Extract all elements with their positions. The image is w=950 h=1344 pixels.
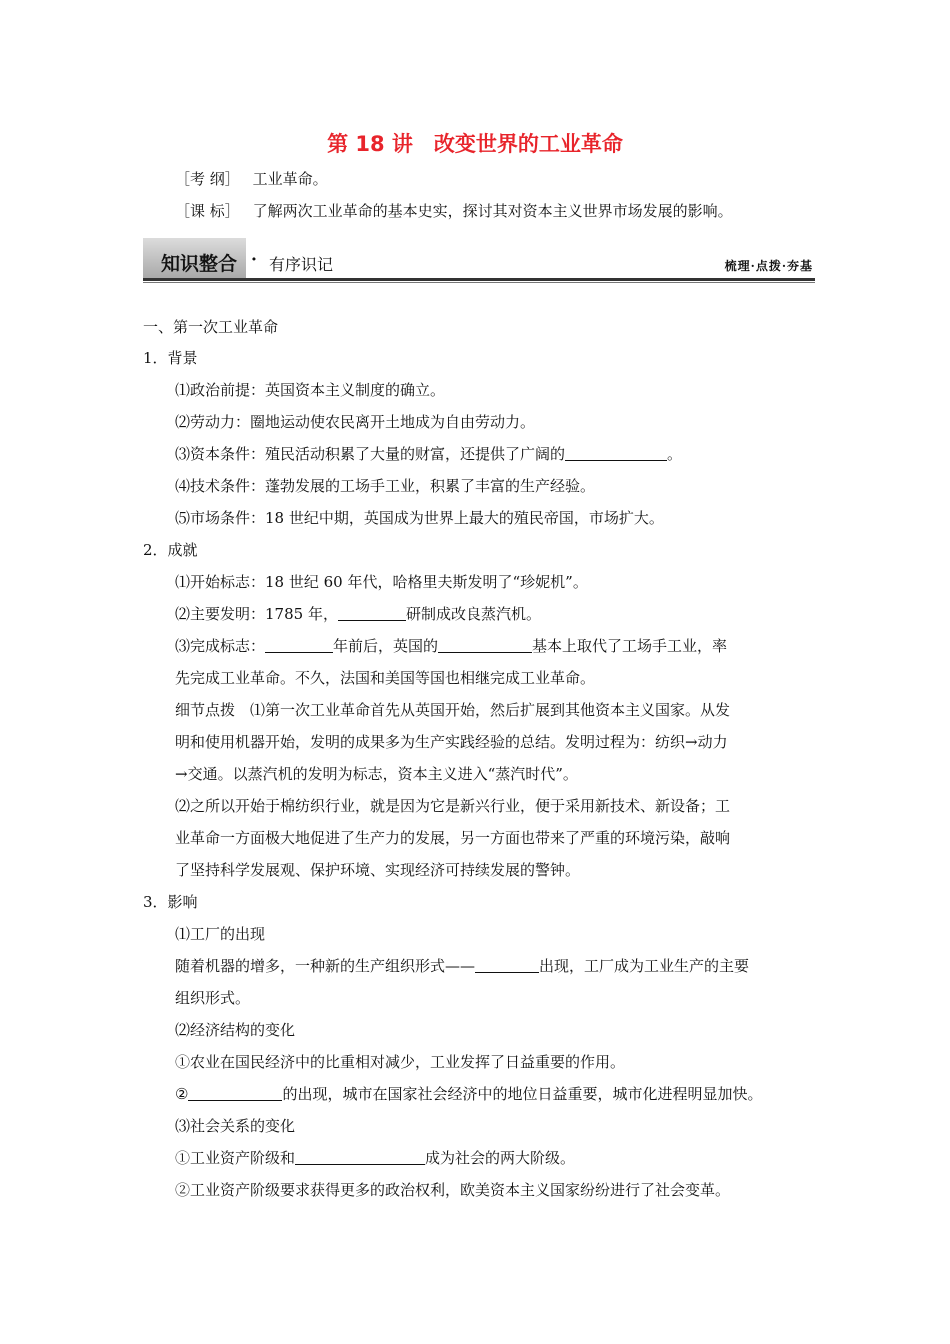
text-line: ⑵之所以开始于棉纺织行业，就是因为它是新兴行业，便于采用新技术、新设备；工 <box>175 797 731 815</box>
text-line: ①农业在国民经济中的比重相对减少，工业发挥了日益重要的作用。 <box>175 1053 626 1071</box>
text-segment: 出现，工厂成为工业生产的主要 <box>539 957 750 975</box>
banner-sub-label: 有序识记 <box>269 255 334 274</box>
fill-blank[interactable] <box>265 637 333 653</box>
text-segment: ⑶资本条件：殖民活动积累了大量的财富，还提供了广阔的 <box>175 445 566 463</box>
text-segment: ⑶完成标志： <box>175 637 266 655</box>
text-line: ⑴开始标志：18 世纪 60 年代，哈格里夫斯发明了“珍妮机”。 <box>175 573 588 591</box>
text-segment: 研制成改良蒸汽机。 <box>405 605 541 623</box>
kaogang-text: 工业革命。 <box>252 170 328 188</box>
text-line <box>175 955 749 976</box>
page-title: 第 18 讲 改变世界的工业革命 <box>327 132 623 156</box>
fill-blank[interactable] <box>475 957 539 973</box>
banner-rule-thin <box>143 282 815 283</box>
text-segment: ①工业资产阶级和 <box>175 1149 296 1167</box>
text-segment: ② <box>175 1085 189 1103</box>
text-line: ②工业资产阶级要求获得更多的政治权利，欧美资本主义国家纷纷进行了社会变革。 <box>175 1181 731 1199</box>
text-line: 先完成工业革命。不久，法国和美国等国也相继完成工业革命。 <box>175 669 596 687</box>
section-heading: 一、第一次工业革命 <box>143 318 279 336</box>
banner-right-label: 梳理·点拨·夯基 <box>724 259 813 273</box>
text-line: ⑴工厂的出现 <box>175 925 266 943</box>
text-segment: 的出现，城市在国家社会经济中的地位日益重要，城市化进程明显加快。 <box>282 1085 763 1103</box>
text-line: 了坚持科学发展观、保护环境、实现经济可持续发展的警钟。 <box>175 861 581 879</box>
text-segment: 成为社会的两大阶级。 <box>425 1149 576 1167</box>
text-line: 细节点拨 ⑴第一次工业革命首先从英国开始，然后扩展到其他资本主义国家。从发 <box>175 701 731 719</box>
text-line <box>175 443 682 464</box>
fill-blank[interactable] <box>338 605 406 621</box>
section-banner <box>143 238 815 284</box>
kebiao-label: ［课 标］ <box>175 202 240 220</box>
text-line: ⑴政治前提：英国资本主义制度的确立。 <box>175 381 446 399</box>
kebiao-text: 了解两次工业革命的基本史实，探讨其对资本主义世界市场发展的影响。 <box>252 202 733 220</box>
text-segment: ⑵主要发明：1785 年， <box>175 605 338 623</box>
banner-dot: · <box>251 250 257 270</box>
banner-main-label: 知识整合 <box>161 253 238 275</box>
text-line <box>175 1147 575 1168</box>
subsection-heading: 1．背景 <box>143 349 198 367</box>
text-line <box>175 635 727 656</box>
text-line: ⑸市场条件：18 世纪中期，英国成为世界上最大的殖民帝国，市场扩大。 <box>175 509 664 527</box>
text-line: ⑶社会关系的变化 <box>175 1117 296 1135</box>
text-line: ⑷技术条件：蓬勃发展的工场手工业，积累了丰富的生产经验。 <box>175 477 596 495</box>
kaogang-label: ［考 纲］ <box>175 170 240 188</box>
text-line: ⑵经济结构的变化 <box>175 1021 296 1039</box>
text-segment: 。 <box>667 445 683 463</box>
fill-blank[interactable] <box>295 1149 425 1165</box>
kebiao-row <box>175 200 733 221</box>
kaogang-row <box>175 168 328 189</box>
text-line: →交通。以蒸汽机的发明为标志，资本主义进入“蒸汽时代”。 <box>175 765 578 783</box>
text-line <box>175 1083 762 1104</box>
text-line: 明和使用机器开始，发明的成果多为生产实践经验的总结。发明过程为：纺织→动力 <box>175 733 728 751</box>
text-line: ⑵劳动力：圈地运动使农民离开土地成为自由劳动力。 <box>175 413 536 431</box>
text-segment: 基本上取代了工场手工业，率 <box>532 637 728 655</box>
text-line: 组织形式。 <box>175 989 251 1007</box>
fill-blank[interactable] <box>565 445 667 461</box>
text-line <box>175 603 541 624</box>
banner-rule <box>143 278 815 281</box>
text-segment: 随着机器的增多，一种新的生产组织形式—— <box>175 957 476 975</box>
text-line: 业革命一方面极大地促进了生产力的发展，另一方面也带来了严重的环境污染，敲响 <box>175 829 731 847</box>
text-segment: 年前后，英国的 <box>333 637 439 655</box>
subsection-heading: 3．影响 <box>143 893 198 911</box>
subsection-heading: 2．成就 <box>143 541 198 559</box>
fill-blank[interactable] <box>438 637 532 653</box>
fill-blank[interactable] <box>188 1085 282 1101</box>
